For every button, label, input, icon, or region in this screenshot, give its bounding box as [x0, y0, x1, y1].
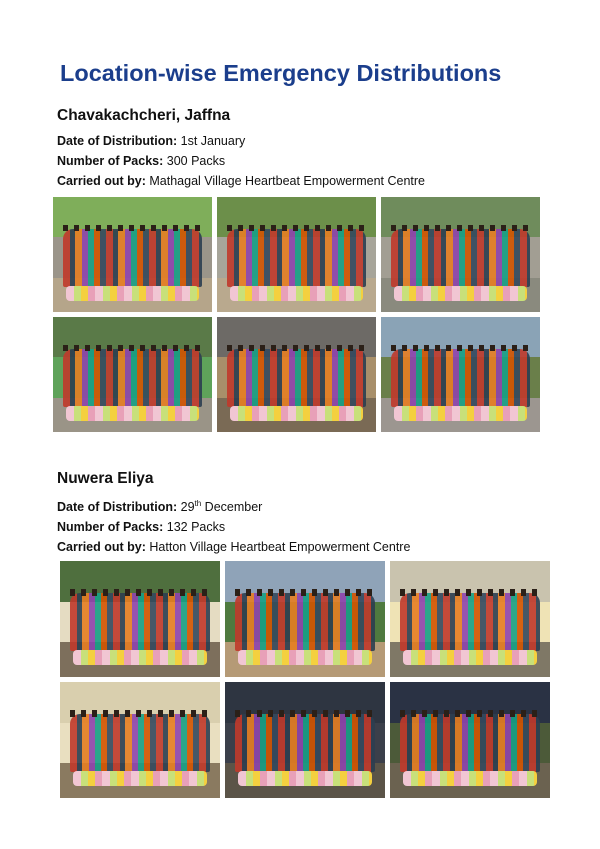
distribution-photo [390, 682, 550, 798]
photo-relief-packs [66, 286, 200, 301]
photo-heads [63, 345, 203, 352]
photo-heads [400, 710, 541, 717]
date-value: 1st January [180, 134, 246, 148]
photo-relief-packs [403, 650, 537, 665]
number-of-packs [57, 517, 557, 537]
distribution-photo [225, 682, 385, 798]
photo-heads [235, 710, 376, 717]
photo-relief-packs [238, 650, 372, 665]
photo-group-of-people [391, 229, 531, 287]
photo-relief-packs [73, 771, 207, 786]
photo-heads [227, 225, 367, 232]
photo-group-of-people [235, 714, 376, 772]
photo-heads [391, 345, 531, 352]
photo-group-of-people [227, 349, 367, 407]
date-value: 29th December [180, 499, 263, 515]
photo-group-of-people [400, 593, 541, 651]
carried-label: Carried out by: [57, 174, 146, 188]
location-name: Nuwera Eliya [57, 470, 154, 487]
distribution-photo [381, 317, 540, 432]
photo-relief-packs [394, 406, 528, 421]
distribution-date [57, 494, 557, 517]
location-name: Chavakachcheri, Jaffna [57, 107, 231, 124]
photo-group-of-people [391, 349, 531, 407]
page-title: Location-wise Emergency Distributions [60, 60, 502, 86]
photo-relief-packs [73, 650, 207, 665]
photo-grid-nuwera-eliya [60, 561, 548, 798]
carried-out-by [57, 171, 557, 191]
distribution-photo [217, 197, 376, 312]
photo-heads [70, 710, 211, 717]
photo-heads [70, 589, 211, 596]
distribution-photo [217, 317, 376, 432]
packs-value: 132 Packs [166, 520, 226, 535]
photo-group-of-people [227, 229, 367, 287]
carried-value: Mathagal Village Heartbeat Empowerment Centre [149, 174, 426, 188]
packs-value: 300 Packs [166, 154, 226, 168]
photo-heads [227, 345, 367, 352]
photo-heads [391, 225, 531, 232]
distribution-photo [381, 197, 540, 312]
photo-heads [400, 589, 541, 596]
photo-group-of-people [400, 714, 541, 772]
packs-label: Number of Packs: [57, 520, 164, 535]
photo-group-of-people [63, 229, 203, 287]
packs-label: Number of Packs: [57, 154, 164, 168]
distribution-photo [53, 197, 212, 312]
photo-group-of-people [235, 593, 376, 651]
distribution-photo [60, 682, 220, 798]
photo-group-of-people [70, 593, 211, 651]
location-section-jaffna [57, 107, 557, 191]
distribution-photo [225, 561, 385, 677]
distribution-date [57, 131, 557, 151]
photo-heads [235, 589, 376, 596]
photo-relief-packs [403, 771, 537, 786]
distribution-photo [53, 317, 212, 432]
photo-relief-packs [230, 286, 364, 301]
photo-heads [63, 225, 203, 232]
photo-relief-packs [238, 771, 372, 786]
photo-group-of-people [63, 349, 203, 407]
carried-out-by [57, 537, 557, 557]
distribution-photo [60, 561, 220, 677]
date-label: Date of Distribution: [57, 500, 178, 515]
photo-relief-packs [66, 406, 200, 421]
carried-value: Hatton Village Heartbeat Empowerment Centre [149, 540, 411, 555]
distribution-photo [390, 561, 550, 677]
photo-group-of-people [70, 714, 211, 772]
carried-label: Carried out by: [57, 540, 146, 555]
number-of-packs [57, 151, 557, 171]
location-section-nuwera-eliya [57, 470, 557, 557]
photo-relief-packs [394, 286, 528, 301]
photo-relief-packs [230, 406, 364, 421]
date-label: Date of Distribution: [57, 134, 178, 148]
photo-grid-jaffna [53, 197, 540, 433]
